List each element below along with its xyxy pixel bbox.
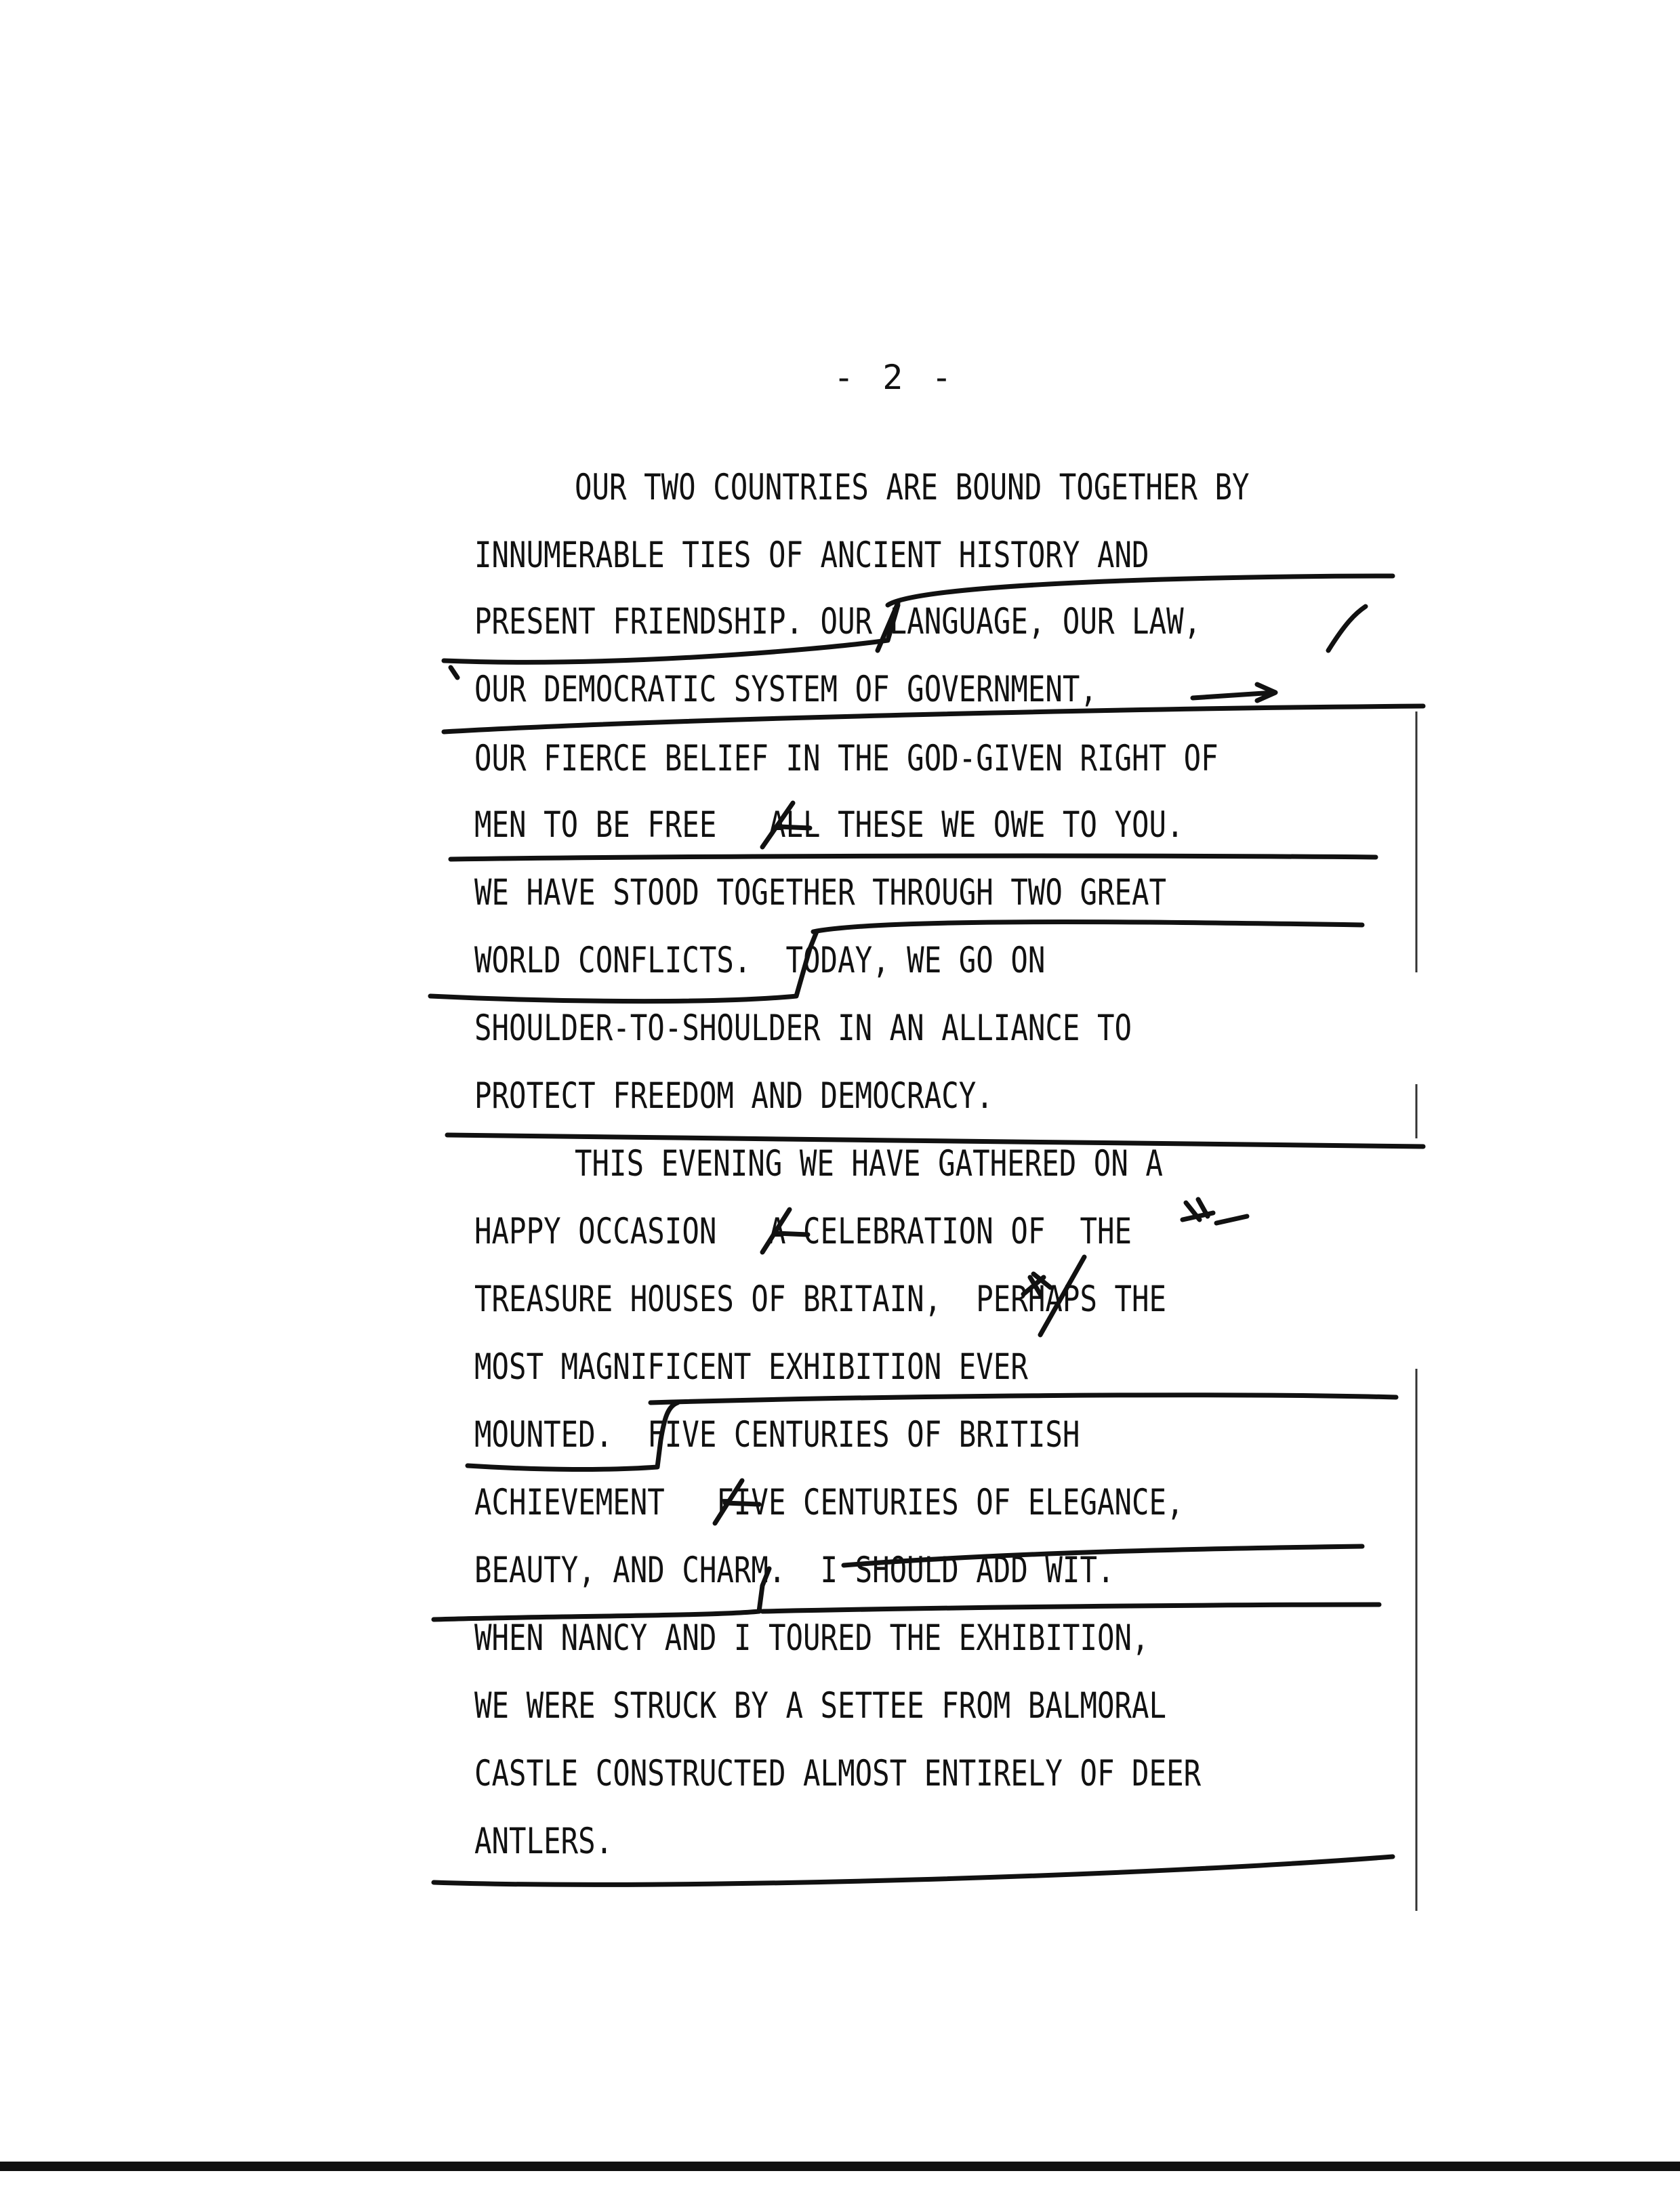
text-line: ACHIEVEMENT FIVE CENTURIES OF ELEGANCE, xyxy=(474,1482,1184,1523)
text-line: MOST MAGNIFICENT EXHIBITION EVER xyxy=(474,1346,1028,1388)
text-line: WE WERE STRUCK BY A SETTEE FROM BALMORAL xyxy=(474,1685,1167,1727)
pen-mark xyxy=(1183,1199,1213,1220)
text-line: CASTLE CONSTRUCTED ALMOST ENTIRELY OF DEER xyxy=(474,1753,1202,1794)
text-line: BEAUTY, AND CHARM. I SHOULD ADD WIT. xyxy=(474,1550,1115,1591)
pen-line xyxy=(762,1605,1379,1611)
text-line: PRESENT FRIENDSHIP. OUR LANGUAGE, OUR LAW, xyxy=(474,601,1202,642)
text-line: SHOULDER-TO-SHOULDER IN AN ALLIANCE TO xyxy=(474,1008,1132,1049)
pen-line xyxy=(813,922,1362,932)
text-line: HAPPY OCCASION A CELEBRATION OF THE xyxy=(474,1211,1132,1252)
text-line: OUR TWO COUNTRIES ARE BOUND TOGETHER BY xyxy=(575,467,1250,508)
text-line: WORLD CONFLICTS. TODAY, WE GO ON xyxy=(474,940,1046,981)
text-line: WE HAVE STOOD TOGETHER THROUGH TWO GREAT xyxy=(474,872,1167,913)
scan-edge-bar xyxy=(0,2162,1680,2171)
text-line: THIS EVENING WE HAVE GATHERED ON A xyxy=(575,1143,1163,1184)
text-line: OUR FIERCE BELIEF IN THE GOD-GIVEN RIGHT OF xyxy=(474,738,1218,779)
text-line: ANTLERS. xyxy=(474,1821,613,1862)
pen-line xyxy=(651,1395,1396,1403)
text-line: INNUMERABLE TIES OF ANCIENT HISTORY AND xyxy=(474,535,1149,576)
pen-arrow xyxy=(1193,684,1275,701)
pen-line xyxy=(451,856,1376,859)
text-line: TREASURE HOUSES OF BRITAIN, PERHAPS THE xyxy=(474,1279,1167,1320)
pen-mark xyxy=(1216,1216,1247,1223)
text-line: PROTECT FREEDOM AND DEMOCRACY. xyxy=(474,1075,993,1117)
text-line: MEN TO BE FREE ALL THESE WE OWE TO YOU. xyxy=(474,804,1184,846)
text-line: MOUNTED. FIVE CENTURIES OF BRITISH xyxy=(474,1414,1080,1456)
pen-line xyxy=(451,667,457,678)
pen-bracket xyxy=(1328,606,1366,651)
text-line: OUR DEMOCRATIC SYSTEM OF GOVERNMENT, xyxy=(474,669,1097,710)
page-number: - 2 - xyxy=(834,358,956,397)
text-line: WHEN NANCY AND I TOURED THE EXHIBITION, xyxy=(474,1617,1149,1659)
